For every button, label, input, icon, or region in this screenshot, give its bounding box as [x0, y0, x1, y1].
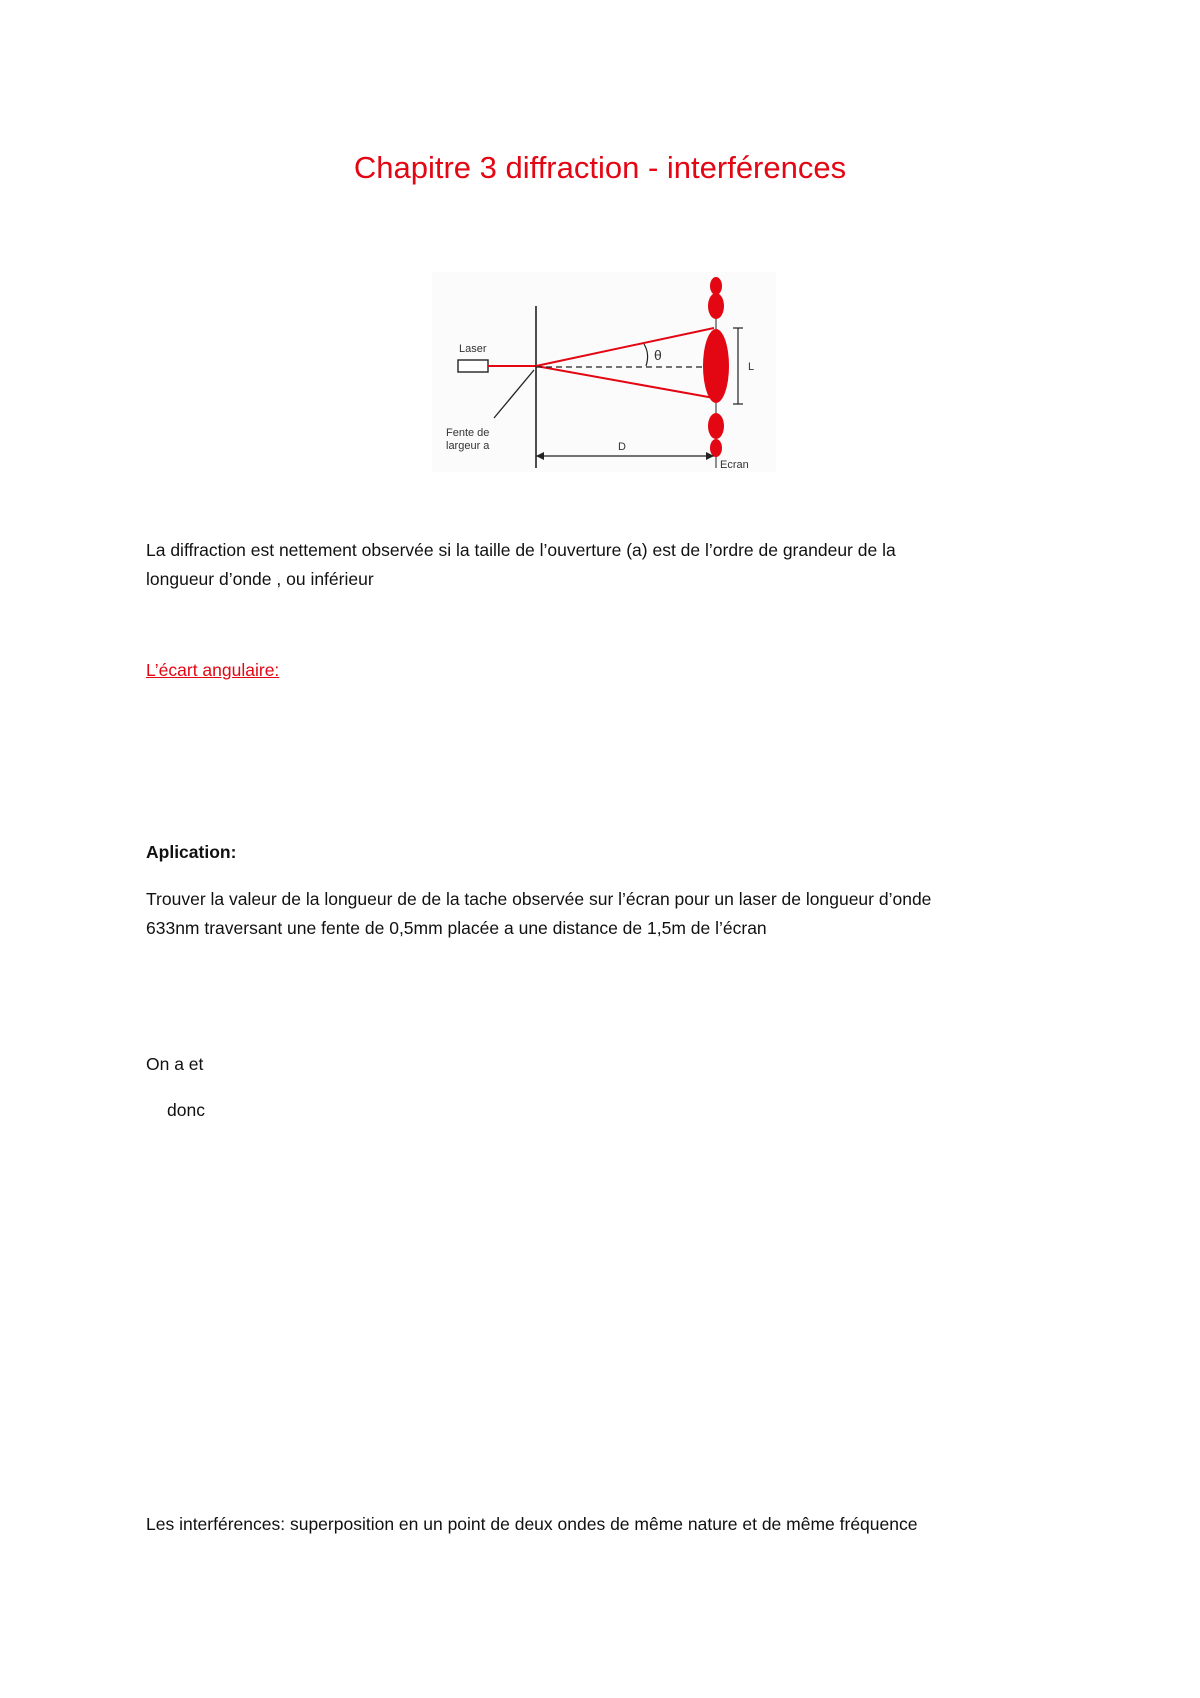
diffraction-diagram [432, 272, 776, 472]
theta-label: θ [654, 347, 662, 363]
ecart-angulaire-heading-text: L’écart angulaire: [146, 660, 280, 680]
laser-label: Laser [459, 343, 487, 355]
diffraction-paragraph-line2: longueur d’onde , ou inférieur [146, 569, 374, 589]
slit-label-line2: largeur a [446, 440, 490, 452]
diffraction-paragraph-line1: La diffraction est nettement observée si la taille de l’ouverture (a) est de l’ordre de grandeur de la [146, 540, 896, 560]
section-heading-ecart-angulaire [146, 656, 1066, 685]
on-a-et-text: On a et [146, 1054, 204, 1074]
page-title: Chapitre 3 diffraction - interférences [353, 150, 847, 185]
L-label: L [748, 361, 755, 373]
central-spot [703, 329, 729, 403]
slit-label-line1: Fente de [446, 427, 490, 439]
diffraction-diagram-svg [432, 272, 776, 472]
spot-bottom-secondary [708, 413, 724, 439]
section-heading-application: Aplication: [146, 842, 237, 862]
spot-top-small [710, 277, 722, 295]
interferences-definition: Les interférences: superposition en un point de deux ondes de même nature et de même fréquence [146, 1514, 918, 1534]
application-line2: 633nm traversant une fente de 0,5mm placée a une distance de 1,5m de l’écran [146, 918, 767, 938]
spot-bottom-small [710, 439, 722, 457]
D-label: D [618, 441, 626, 453]
donc-text: donc [167, 1100, 205, 1120]
spot-top-secondary [708, 293, 724, 319]
laser-box [458, 360, 488, 372]
screen-label: Ecran [720, 459, 749, 471]
application-line1: Trouver la valeur de la longueur de de la tache observée sur l’écran pour un laser de longueur d’onde [146, 889, 932, 909]
